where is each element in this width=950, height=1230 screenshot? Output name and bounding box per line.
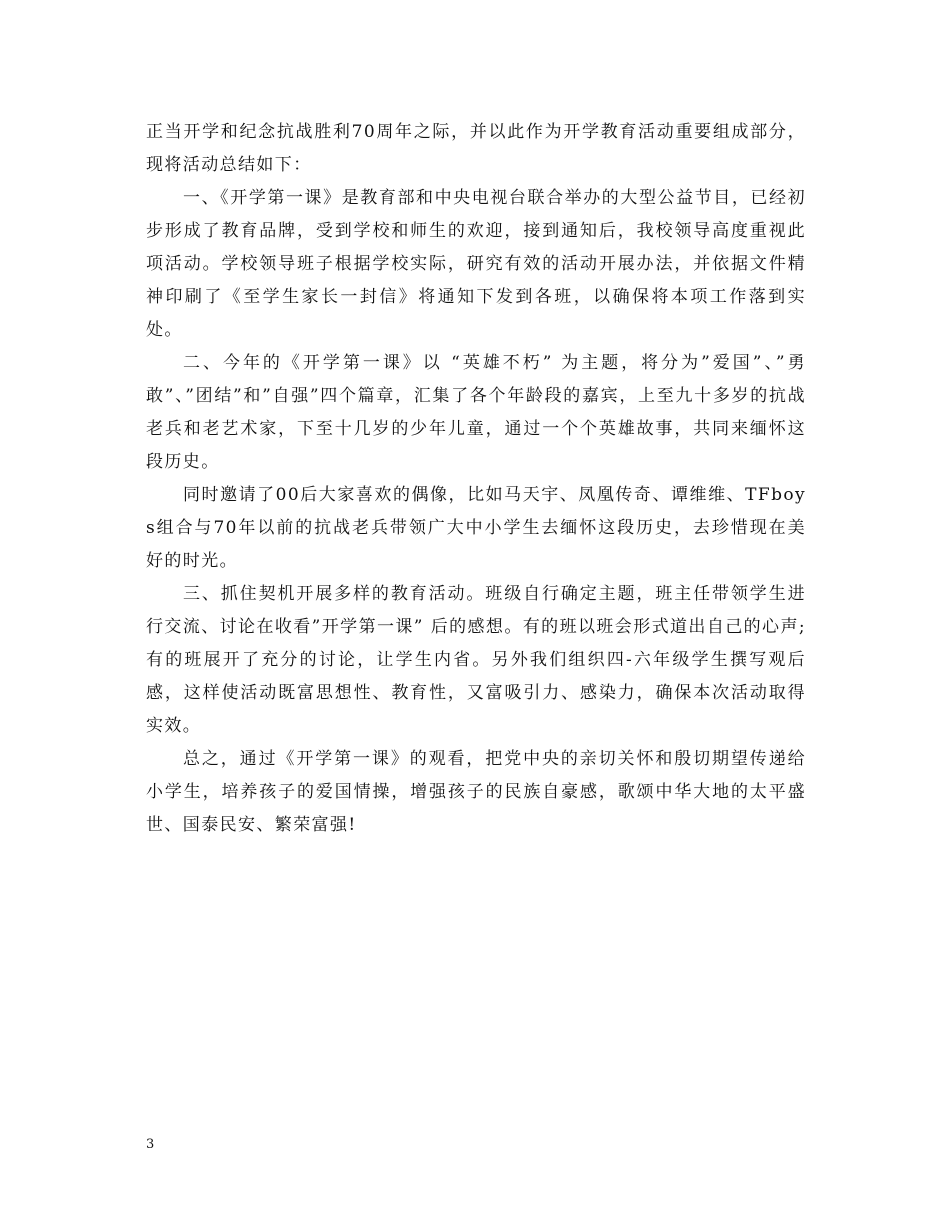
page-number: 3 bbox=[146, 1137, 155, 1152]
paragraph-intro: 正当开学和纪念抗战胜利70周年之际，并以此作为开学教育活动重要组成部分，现将活动总结如下： bbox=[146, 122, 806, 175]
document-body bbox=[146, 116, 806, 842]
paragraph-conclusion: 总之，通过《开学第一课》的观看，把党中央的亲切关怀和殷切期望传递给小学生，培养孩子的爱国情操，增强孩子的民族自豪感，歌颂中华大地的太平盛世、国泰民安、繁荣富强! bbox=[146, 749, 806, 835]
paragraph-section-three: 三、抓住契机开展多样的教育活动。班级自行确定主题，班主任带领学生进行交流、讨论在收看”开学第一课” 后的感想。有的班以班会形式道出自己的心声;有的班展开了充分的讨论，让学生内省。另外我们组织四-六年级学生撰写观后感，这样使活动既富思想性、教育性，又富吸引力、感染力，确保本次活动取得实效。 bbox=[146, 584, 806, 736]
paragraph-section-two: 二、今年的《开学第一课》以 “英雄不朽” 为主题，将分为”爱国”、”勇敢”、”团结”和”自强”四个篇章，汇集了各个年龄段的嘉宾，上至九十多岁的抗战老兵和老艺术家，下至十几岁的少年儿童，通过一个个英雄故事，共同来缅怀这段历史。 bbox=[146, 353, 806, 472]
paragraph-guests: 同时邀请了00后大家喜欢的偶像，比如马天宇、凤凰传奇、谭维维、TFboys组合与70年以前的抗战老兵带领广大中小学生去缅怀这段历史，去珍惜现在美好的时光。 bbox=[146, 485, 806, 571]
paragraph-section-one: 一、《开学第一课》是教育部和中央电视台联合举办的大型公益节目，已经初步形成了教育品牌，受到学校和师生的欢迎，接到通知后，我校领导高度重视此项活动。学校领导班子根据学校实际，研究有效的活动开展办法，并依据文件精神印刷了《至学生家长一封信》将通知下发到各班，以确保将本项工作落到实处。 bbox=[146, 188, 806, 340]
